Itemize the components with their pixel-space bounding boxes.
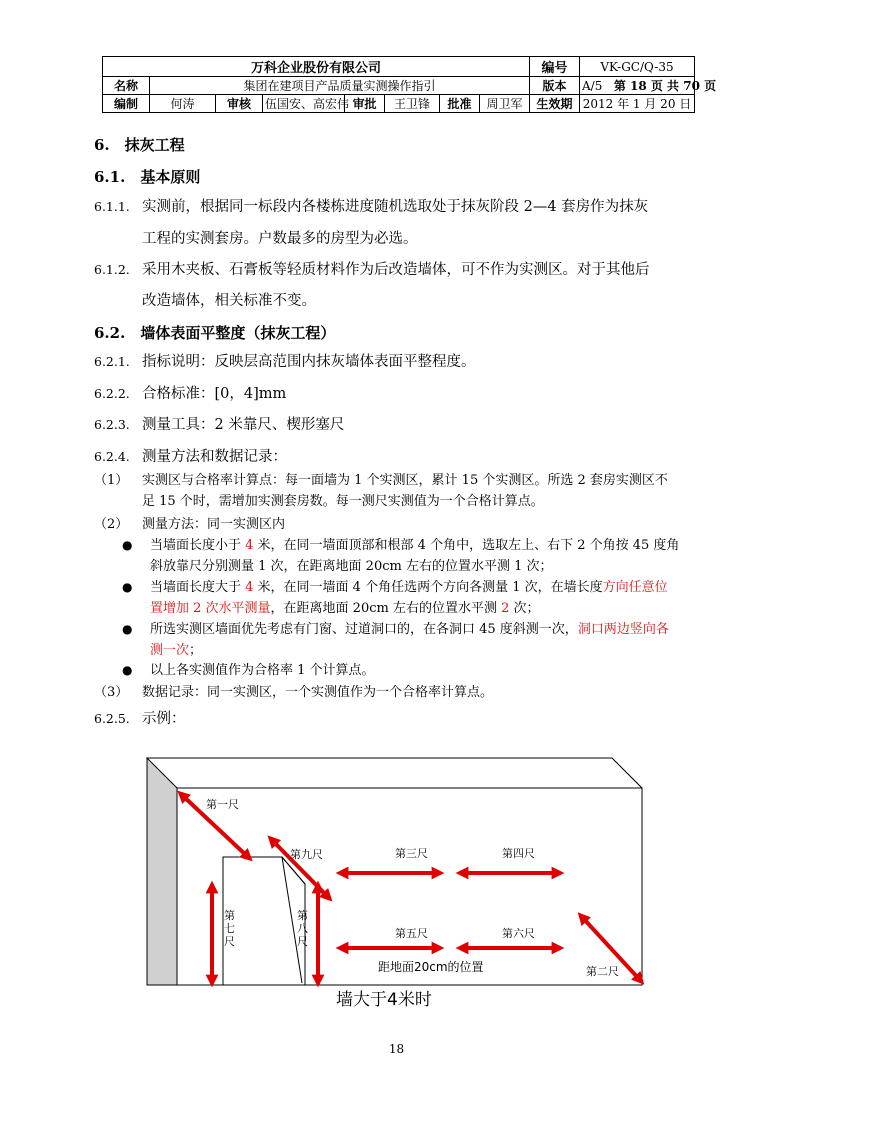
label-ruler-6: 第六尺: [502, 927, 535, 940]
reviewer-value: 伍国安、高宏伟: [263, 95, 345, 113]
wall-top-edge: [147, 758, 642, 788]
version-row: [580, 77, 717, 95]
label-ruler-3: 第三尺: [395, 847, 428, 860]
bullet-4: 以上各实测值作为合格率 1 个计算点。: [150, 663, 375, 678]
clause-text-line2: 改造墙体，相关标准不变。: [142, 293, 316, 309]
company-name: 万科企业股份有限公司: [103, 57, 530, 77]
clause-number: 6.1.2.: [94, 262, 130, 277]
bullet-text: 所选实测区墙面优先考虑有门窗、过道洞口的，在各洞口 45 度斜测一次，: [150, 622, 578, 637]
bullet-1: [150, 535, 710, 577]
bullet-text-red: 测一次: [150, 643, 190, 658]
label-ruler-1: 第一尺: [206, 798, 239, 811]
document-header-table: [102, 56, 717, 113]
label-ruler-9: 第九尺: [290, 848, 323, 861]
item-1-text: [142, 470, 702, 512]
figure-caption: 墙大于4米时: [336, 990, 432, 1010]
label-ruler-7-vertical: [224, 909, 235, 948]
svg-text:尺: 尺: [297, 935, 308, 948]
bullet-icon: ●: [122, 538, 133, 552]
item-number: （2）: [94, 517, 129, 532]
clause-text-line2: 工程的实测套房。户数最多的房型为必选。: [142, 231, 418, 247]
bullet-text: 当墙面长度小于: [150, 538, 246, 553]
code-label: 编号: [530, 57, 580, 77]
bullet-text-red: 洞口两边竖向各: [577, 622, 669, 637]
section-6-1-title: 6.1. 基本原则: [94, 168, 201, 186]
code-value: VK-GC/Q-35: [580, 57, 695, 77]
item-text-line2: 足 15 个时，需增加实测套房数。每一测尺实测值为一个合格计算点。: [142, 494, 544, 509]
bullet-icon: ●: [122, 663, 133, 677]
bullet-text-line2: 斜放靠尺分别测量 1 次，在距离地面 20cm 左右的位置水平测 1 次；: [150, 559, 553, 574]
clause-text-line1: 采用木夹板、石膏板等轻质材料作为后改造墙体，可不作为实测区。对于其他后: [142, 262, 650, 278]
page-number: 18: [388, 1042, 405, 1056]
clause-text: 测量工具：2 米靠尺、楔形塞尺: [142, 417, 345, 433]
name-label: 名称: [103, 77, 150, 95]
bullet-text: ，在距离地面 20cm 左右的位置水平测: [270, 601, 502, 616]
compiler-value: 何涛: [150, 95, 216, 113]
svg-text:第: 第: [297, 909, 308, 922]
clause-number: 6.2.3.: [94, 417, 130, 432]
bullet-text-red: 方向任意位: [602, 580, 668, 595]
clause-text: 测量方法和数据记录：: [142, 449, 287, 465]
label-ruler-2: 第二尺: [586, 965, 619, 978]
bullet-icon: ●: [122, 580, 133, 594]
approver-label: 审批: [345, 95, 385, 113]
bullet-icon: ●: [122, 622, 133, 636]
svg-text:第: 第: [224, 909, 235, 922]
compiler-label: 编制: [103, 95, 150, 113]
bullet-text-red: 2: [501, 601, 510, 616]
effective-value: 2012 年 1 月 20 日: [580, 95, 695, 113]
section-6-title: 6. 抹灰工程: [94, 136, 185, 154]
bullet-text: 米，在同一墙面 4 个角任选两个方向各测量 1 次，在墙长度: [253, 580, 603, 595]
bullet-2: [150, 577, 710, 619]
item-text: 测量方法：同一实测区内: [142, 517, 286, 532]
svg-text:尺: 尺: [224, 935, 235, 948]
bullet-text: 次；: [509, 601, 540, 616]
floor-note: 距地面20cm的位置: [378, 960, 484, 974]
label-ruler-4: 第四尺: [502, 847, 535, 860]
item-number: （1）: [94, 473, 129, 488]
bullet-text: 当墙面长度大于: [150, 580, 246, 595]
clause-text-line1: 实测前，根据同一标段内各楼栋进度随机选取处于抹灰阶段 2—4 套房作为抹灰: [142, 199, 649, 215]
label-ruler-8-vertical: [297, 909, 308, 948]
bullet-text: ；: [189, 643, 203, 658]
clause-text: 指标说明：反映层高范围内抹灰墙体表面平整程度。: [142, 354, 476, 370]
bullet-3: [150, 619, 710, 661]
item-text-line1: 实测区与合格率计算点：每一面墙为 1 个实测区，累计 15 个实测区。所选 2 套房实测区不: [142, 473, 668, 488]
svg-text:八: 八: [297, 922, 308, 935]
clause-number: 6.2.2.: [94, 386, 130, 401]
label-ruler-5: 第五尺: [395, 927, 428, 940]
approver-value: 王卫锋: [385, 95, 440, 113]
door-opening: [223, 857, 305, 985]
svg-text:七: 七: [224, 922, 235, 935]
section-6-2-title: 6.2. 墙体表面平整度（抹灰工程）: [94, 324, 336, 342]
item-number: （3）: [94, 685, 129, 700]
clause-number: 6.2.4.: [94, 449, 130, 464]
version-value: A/5: [582, 79, 603, 93]
ratifier-value: 周卫军: [480, 95, 530, 113]
ratifier-label: 批准: [440, 95, 480, 113]
clause-text: 示例：: [142, 711, 186, 727]
clause-text: 合格标准：[0，4]mm: [142, 386, 287, 402]
clause-number: 6.1.1.: [94, 199, 130, 214]
wall-measurement-figure: [120, 735, 660, 1025]
name-value: 集团在建项目产品质量实测操作指引: [150, 77, 530, 95]
clause-number: 6.2.5.: [94, 711, 130, 726]
version-label: 版本: [530, 77, 580, 95]
reviewer-label: 审核: [216, 95, 263, 113]
wall-side-face: [147, 758, 177, 985]
item-text: 数据记录：同一实测区，一个实测值作为一个合格率计算点。: [142, 685, 494, 700]
bullet-text-red: 4: [245, 580, 254, 595]
effective-label: 生效期: [530, 95, 580, 113]
bullet-text-red: 4: [245, 538, 254, 553]
bullet-text: 米，在同一墙面顶部和根部 4 个角中，选取左上、右下 2 个角按 45 度角: [253, 538, 680, 553]
bullet-text-red: 置增加 2 次水平测量: [150, 601, 271, 616]
clause-number: 6.2.1.: [94, 354, 130, 369]
page-info: 第 18 页 共 70 页: [613, 79, 717, 93]
